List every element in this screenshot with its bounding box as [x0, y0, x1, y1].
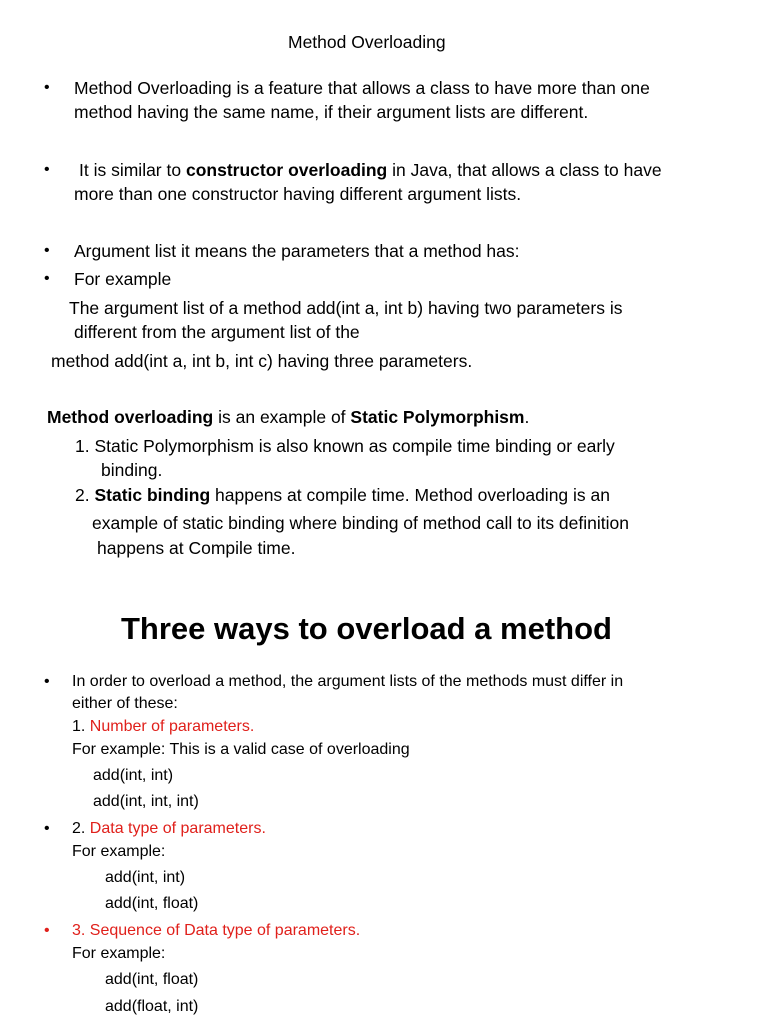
bullet-icon: •: [44, 161, 50, 178]
page-title: Method Overloading: [288, 32, 446, 52]
way-1-example: For example: This is a valid case of overloading: [72, 741, 410, 758]
way-2-label: 2. Data type of parameters.: [72, 820, 266, 837]
bullet-icon: •: [44, 673, 50, 690]
example-line-1: The argument list of a method add(int a, int b) having two parameters is: [69, 298, 623, 318]
bullet-2-line-2: more than one constructor having different argument lists.: [74, 184, 522, 204]
bullet-icon: •: [44, 820, 50, 837]
way-3-label: 3. Sequence of Data type of parameters.: [72, 922, 361, 939]
way-3-example: For example:: [72, 945, 166, 962]
example-line-3: method add(int a, int b, int c) having three parameters.: [51, 351, 473, 371]
bullet-4: For example: [74, 269, 172, 289]
way-1-code-2: add(int, int, int): [93, 793, 199, 810]
bullet-icon: •: [44, 922, 50, 939]
numbered-item-2-line-1: 2. Static binding happens at compile time. Method overloading is an: [75, 485, 610, 505]
bullet-icon: •: [44, 242, 50, 259]
numbered-item-2-line-2: example of static binding where binding of method call to its definition: [92, 513, 629, 533]
bullet-2-line-1: It is similar to constructor overloading in Java, that allows a class to have: [79, 160, 662, 180]
static-polymorphism-heading: Method overloading is an example of Static Polymorphism.: [47, 407, 530, 427]
way-2-example: For example:: [72, 843, 166, 860]
bullet-icon: •: [44, 79, 50, 96]
bullet-1-line-2: method having the same name, if their argument lists are different.: [74, 102, 589, 122]
intro-line-1: In order to overload a method, the argument lists of the methods must differ in: [72, 673, 624, 690]
way-1-code-1: add(int, int): [93, 767, 174, 784]
way-2-code-2: add(int, float): [105, 895, 199, 912]
bullet-icon: •: [44, 270, 50, 287]
section-heading: Three ways to overload a method: [121, 611, 612, 646]
numbered-item-1-line-2: binding.: [101, 460, 163, 480]
example-line-2: different from the argument list of the: [74, 322, 360, 342]
numbered-item-1-line-1: 1. Static Polymorphism is also known as compile time binding or early: [75, 436, 615, 456]
way-3-code-1: add(int, float): [105, 971, 199, 988]
numbered-item-2-line-3: happens at Compile time.: [97, 538, 296, 558]
way-2-code-1: add(int, int): [105, 869, 186, 886]
bullet-1-line-1: Method Overloading is a feature that allows a class to have more than one: [74, 78, 650, 98]
bullet-3: Argument list it means the parameters that a method has:: [74, 241, 520, 261]
way-3-code-2: add(float, int): [105, 998, 199, 1015]
way-1-label: 1. Number of parameters.: [72, 718, 255, 735]
intro-line-2: either of these:: [72, 695, 178, 712]
